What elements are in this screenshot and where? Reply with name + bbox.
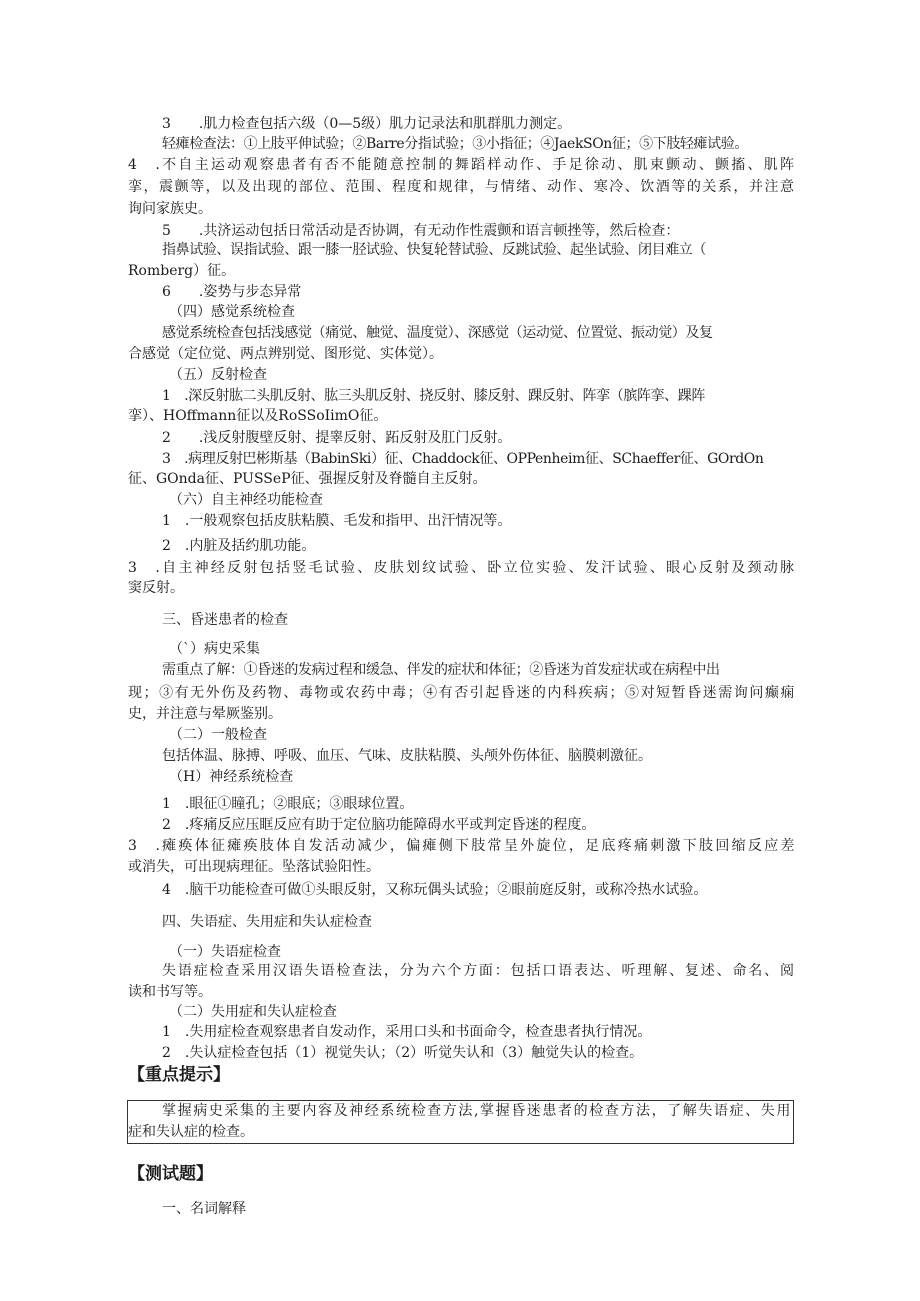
- text-line: 挛，震颤等，以及出现的部位、范围、程度和规律，与情绪、动作、寒冷、饮酒等的关系，并注意: [128, 179, 794, 195]
- section-heading: （四）感觉系统检查: [169, 304, 295, 320]
- text-line: 轻瘫检查法：①上肢平伸试验；②Barre分指试验；③小指征；④JaekSOn征；⑤下肢轻瘫试验。: [162, 136, 748, 152]
- key-points-text: 掌握病史采集的主要内容及神经系统检查方法,掌握昏迷患者的检查方法，了解失语症、失用: [162, 1103, 790, 1119]
- text-line: 1 .眼征①瞳孔；②眼底；③眼球位置。: [162, 796, 414, 812]
- quiz-section-title: 一、名词解释: [162, 1201, 246, 1217]
- text-line: 读和书写等。: [128, 984, 212, 1000]
- text-line: 感觉系统检查包括浅感觉（痛觉、触觉、温度觉）、深感觉（运动觉、位置觉、振动觉）及复: [162, 325, 713, 341]
- section-heading: （`）病史采集: [169, 641, 260, 657]
- section-heading: （二）一般检查: [169, 727, 267, 743]
- text-line: 3 .病理反射巴彬斯基（BabinSki）征、Chaddock征、OPPenheim征、SChaeffer征、GOrdOn: [162, 451, 764, 467]
- text-line: 5 .共济运动包括日常活动是否协调，有无动作性震颤和语言顿挫等，然后检查：: [162, 223, 680, 239]
- text-line: 3 .瘫痪体征瘫痪肢体自发活动减少，偏瘫侧下肢常呈外旋位，足底疼痛刺激下肢回缩反应差: [128, 838, 794, 854]
- text-line: 2 .疼痛反应压眶反应有助于定位脑功能障碍水平或判定昏迷的程度。: [162, 817, 596, 833]
- text-line: 或消失，可出现病理征。坠落试验阳性。: [128, 859, 380, 875]
- text-line: 史，并注意与晕厥鉴别。: [128, 706, 282, 722]
- text-line: 现；③有无外伤及药物、毒物或农药中毒；④有否引起昏迷的内科疾病；⑤对短暂昏迷需询问癫痫: [128, 685, 794, 701]
- quiz-heading: 【测试题】: [128, 1164, 213, 1184]
- section-heading: （H）神经系统检查: [169, 769, 294, 785]
- text-line: 征、GOnda征、PUSSeP征、强握反射及脊髓自主反射。: [128, 471, 487, 487]
- section-heading: （五）反射检查: [169, 367, 267, 383]
- text-line: 1 .深反射肱二头肌反射、肱三头肌反射、挠反射、膝反射、踝反射、阵挛（膑阵挛、踝阵: [162, 388, 705, 404]
- text-line: 2 .浅反射腹壁反射、提睾反射、跖反射及肛门反射。: [162, 430, 512, 446]
- text-line: 3 .自主神经反射包括竖毛试验、皮肤划纹试验、卧立位实验、发汗试验、眼心反射及颈动脉: [128, 560, 794, 576]
- section-heading: （一）失语症检查: [169, 944, 281, 960]
- text-line: 2 .内脏及括约肌功能。: [162, 538, 316, 554]
- text-line: 4 .脑干功能检查可做①头眼反射，又称玩偶头试验；②眼前庭反射，或称冷热水试验。: [162, 882, 708, 898]
- section-heading: （二）失用症和失认症检查: [169, 1004, 337, 1020]
- text-line: 窦反射。: [128, 580, 184, 596]
- text-line: 指鼻试验、误指试验、跟一膝一胫试验、快复轮替试验、反跳试验、起坐试验、闭目难立（: [162, 242, 706, 258]
- chapter-heading: 四、失语症、失用症和失认症检查: [162, 914, 372, 930]
- key-points-heading: 【重点提示】: [128, 1065, 230, 1085]
- text-line: 1 .失用症检查观察患者自发动作，采用口头和书面命令，检查患者执行情况。: [162, 1024, 652, 1040]
- text-line: Romberg）征。: [128, 263, 236, 279]
- text-line: 4 .不自主运动观察患者有否不能随意控制的舞蹈样动作、手足徐动、肌束颤动、颤搐、肌阵: [128, 157, 794, 173]
- text-line: 1 .一般观察包括皮肤粘膜、毛发和指甲、出汗情况等。: [162, 513, 512, 529]
- text-line: 2 .失认症检查包括（1）视觉失认；（2）听觉失认和（3）触觉失认的检查。: [162, 1045, 644, 1061]
- text-line: 合感觉（定位觉、两点辨别觉、图形觉、实体觉）。: [128, 346, 443, 362]
- text-line: 需重点了解：①昏迷的发病过程和缓急、伴发的症状和体征；②昏迷为首发症状或在病程中出: [162, 662, 720, 678]
- text-line: 6 .姿势与步态异常: [162, 284, 302, 300]
- section-heading: （六）自主神经功能检查: [169, 492, 323, 508]
- text-line: 询问家族史。: [128, 201, 212, 217]
- chapter-heading: 三、昏迷患者的检查: [162, 612, 288, 628]
- text-line: 挛）、HOffmann征以及RoSSoIimO征。: [128, 408, 388, 424]
- key-points-text: 症和失认症的检查。: [128, 1124, 254, 1140]
- text-line: 包括体温、脉搏、呼吸、血压、气味、皮肤粘膜、头颅外伤体征、脑膜刺激征。: [162, 748, 652, 764]
- text-line: 失语症检查采用汉语失语检查法，分为六个方面：包括口语表达、听理解、复述、命名、阅: [162, 963, 794, 979]
- text-line: 3 .肌力检查包括六级（0—5级）肌力记录法和肌群肌力测定。: [162, 116, 572, 132]
